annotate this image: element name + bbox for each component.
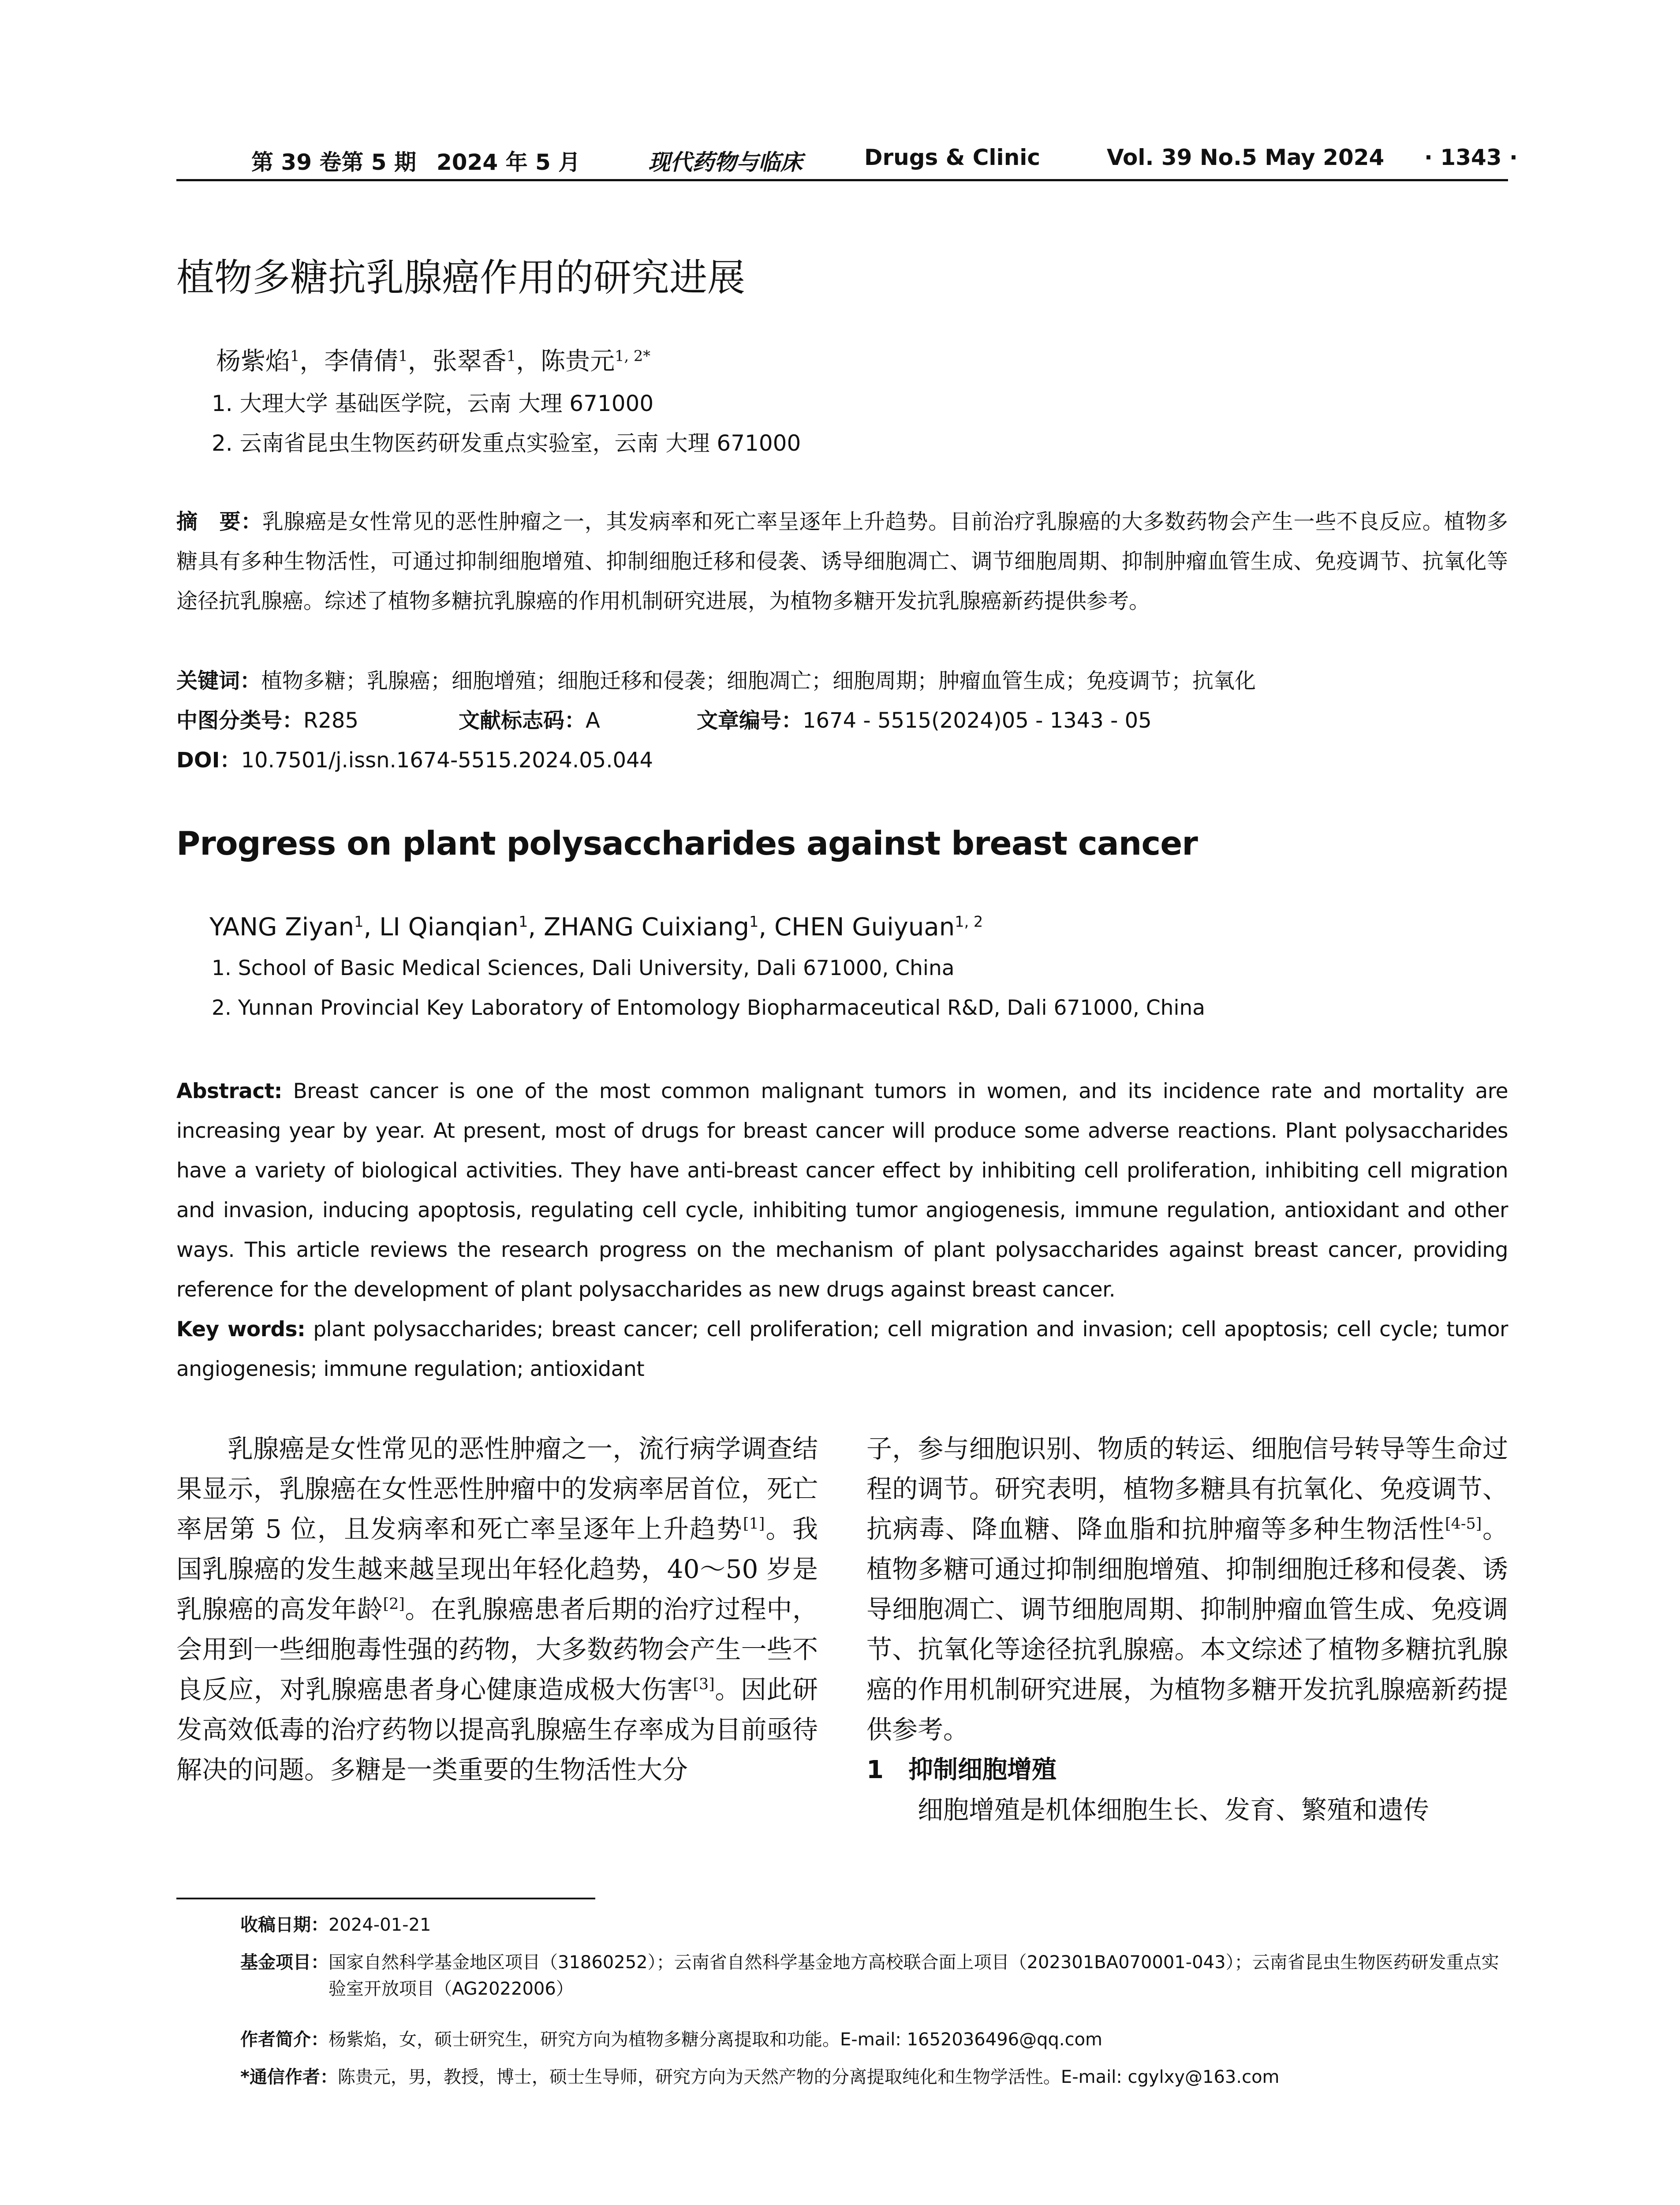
header-rule — [176, 179, 1508, 181]
body-left-column — [176, 1429, 818, 1790]
cn-author: ，陈贵元 — [516, 347, 615, 376]
cn-affiliation-2: 2. 云南省昆虫生物医药研发重点实验室，云南 大理 671000 — [212, 430, 801, 456]
body-paragraph — [176, 1429, 818, 1790]
footnote-fund — [240, 1949, 1508, 2002]
footnote-received — [240, 1912, 1508, 1938]
cn-author: ，李倩倩 — [299, 347, 399, 376]
cn-keywords-text: 植物多糖；乳腺癌；细胞增殖；细胞迁移和侵袭；细胞凋亡；细胞周期；肿瘤血管生成；免疫调节；抗氧化 — [261, 669, 1256, 693]
en-keywords-text: plant polysaccharides; breast cancer; cell proliferation; cell migration and invasion; cell apoptosis; cell cycle; tumor angiogenesis; immune regulation; antioxidant — [176, 1317, 1508, 1381]
body-text: 。我国乳腺癌的发生越来越呈现出年轻化趋势，40～50 岁是乳腺癌的高发年龄 — [176, 1514, 818, 1624]
article-label: 文章编号： — [697, 708, 803, 733]
cn-affiliation-1: 1. 大理大学 基础医学院，云南 大理 671000 — [212, 391, 654, 416]
article-value: 1674 - 5515(2024)05 - 1343 - 05 — [803, 708, 1152, 733]
en-keywords — [176, 1310, 1508, 1389]
en-author-sup: 1, 2 — [955, 913, 983, 931]
header-journal-cn: 现代药物与临床 — [648, 149, 803, 175]
cn-author-sup: 1 — [506, 347, 516, 365]
footnote-rule — [176, 1898, 595, 1899]
en-abstract-text: Breast cancer is one of the most common malignant tumors in women, and its incidence rate and mortality are increasing year by year. At present, most of drugs for breast cancer will produce some adverse reactions. Plant polysaccharides have a variety of biological activities. They have anti-breast cancer effect by inhibiting cell proliferation, inhibiting cell migration and invasion, inducing apoptosis, regulating cell cycle, inhibiting tumor angiogenesis, immune regulation, antioxidant and other ways. This article reviews the research progress on the mechanism of plant polysaccharides against breast cancer, providing reference for the development of plant polysaccharides as new drugs against breast cancer. — [176, 1079, 1508, 1302]
cn-article-number — [697, 703, 1152, 734]
en-author: , CHEN Guiyuan — [758, 913, 955, 942]
en-abstract — [176, 1072, 1508, 1310]
en-author-sup: 1 — [749, 913, 759, 931]
en-authors — [209, 913, 983, 942]
citation: [1] — [743, 1515, 765, 1533]
section-heading: 1 抑制细胞增殖 — [866, 1756, 1057, 1784]
en-abstract-label: Abstract: — [176, 1079, 282, 1103]
cn-keywords-label: 关键词： — [176, 669, 261, 693]
en-author: YANG Ziyan — [209, 913, 355, 942]
footnote-author — [240, 2026, 1508, 2053]
footnote-corresponding — [240, 2064, 1508, 2090]
doi-value: 10.7501/j.issn.1674-5515.2024.05.044 — [241, 748, 653, 773]
body-text: 子，参与细胞识别、物质的转运、细胞信号转导等生命过程的调节。研究表明，植物多糖具有抗氧化、免疫调节、抗病毒、降血糖、降血脂和抗肿瘤等多种生物活性 — [866, 1434, 1508, 1544]
cn-author: 杨紫焰 — [216, 347, 290, 376]
cn-keywords — [176, 664, 1256, 694]
cn-author: ，张翠香 — [407, 347, 507, 376]
corresponding-label: *通信作者： — [240, 2067, 338, 2087]
body-text: 。植物多糖可通过抑制细胞增殖、抑制细胞迁移和侵袭、诱导细胞凋亡、调节细胞周期、抑制肿瘤血管生成、免疫调节、抗氧化等途径抗乳腺癌。本文综述了植物多糖抗乳腺癌的作用机制研究进展，为植物多糖开发抗乳腺癌新药提供参考。 — [866, 1514, 1508, 1745]
cn-document-code — [459, 703, 600, 734]
clc-label: 中图分类号： — [176, 708, 304, 733]
en-author: , ZHANG Cuixiang — [528, 913, 750, 942]
doccode-label: 文献标志码： — [459, 708, 586, 733]
en-author: , LI Qianqian — [363, 913, 519, 942]
doi — [176, 743, 653, 774]
cn-author-sup: 1 — [290, 347, 300, 365]
body-paragraph: 细胞增殖是机体细胞生长、发育、繁殖和遗传 — [918, 1795, 1430, 1825]
cn-classification — [176, 703, 358, 734]
en-title: Progress on plant polysaccharides against breast cancer — [176, 825, 1198, 863]
body-text: 。在乳腺癌患者后期的治疗过程中，会用到一些细胞毒性强的药物，大多数药物会产生一些不良反应，对乳腺癌患者身心健康造成极大伤害 — [176, 1594, 818, 1704]
citation: [4-5] — [1445, 1515, 1482, 1533]
received-date: 2024-01-21 — [329, 1915, 431, 1935]
en-author-sup: 1 — [518, 913, 528, 931]
fund-label: 基金项目： — [240, 1952, 329, 1973]
header-volume-en: Vol. 39 No.5 May 2024 — [1107, 145, 1385, 170]
en-affiliation-1: 1. School of Basic Medical Sciences, Dali University, Dali 671000, China — [212, 956, 955, 980]
cn-title: 植物多糖抗乳腺癌作用的研究进展 — [176, 256, 745, 300]
header-page-number: · 1343 · — [1424, 145, 1518, 170]
received-label: 收稿日期： — [240, 1915, 329, 1935]
header-journal-en: Drugs & Clinic — [864, 145, 1041, 170]
corresponding-text: 陈贵元，男，教授，博士，硕士生导师，研究方向为天然产物的分离提取纯化和生物学活性。E-mail: cgylxy@163.com — [337, 2067, 1280, 2087]
cn-abstract-text: 乳腺癌是女性常见的恶性肿瘤之一，其发病率和死亡率呈逐年上升趋势。目前治疗乳腺癌的大多数药物会产生一些不良反应。植物多糖具有多种生物活性，可通过抑制细胞增殖、抑制细胞迁移和侵袭、诱导细胞凋亡、调节细胞周期、抑制肿瘤血管生成、免疫调节、抗氧化等途径抗乳腺癌。综述了植物多糖抗乳腺癌的作用机制研究进展，为植物多糖开发抗乳腺癌新药提供参考。 — [176, 509, 1508, 613]
body-right-column — [866, 1429, 1508, 1830]
cn-abstract-label: 摘 要： — [176, 509, 262, 534]
body-text: 。因此研发高效低毒的治疗药物以提高乳腺癌生存率成为目前亟待解决的问题。多糖是一类重要的生物活性大分 — [176, 1674, 818, 1785]
citation: [3] — [693, 1675, 715, 1693]
body-paragraph — [866, 1429, 1508, 1750]
fund-text: 国家自然科学基金地区项目（31860252）；云南省自然科学基金地方高校联合面上项目（202301BA070001-043）；云南省昆虫生物医药研发重点实验室开放项目（AG2022006） — [329, 1952, 1499, 1999]
en-affiliation-2: 2. Yunnan Provincial Key Laboratory of Entomology Biopharmaceutical R&D, Dali 671000, China — [212, 996, 1206, 1020]
en-keywords-label: Key words: — [176, 1317, 306, 1342]
running-header — [176, 140, 1518, 184]
header-volume-cn: 第 39 卷第 5 期 — [251, 149, 416, 175]
clc-value: R285 — [303, 708, 358, 733]
cn-author-sup: 1, 2* — [615, 347, 650, 365]
body-text: 乳腺癌是女性常见的恶性肿瘤之一，流行病学调查结果显示，乳腺癌在女性恶性肿瘤中的发病率居首位，死亡率居第 5 位，且发病率和死亡率呈逐年上升趋势 — [176, 1434, 818, 1544]
header-date-cn: 2024 年 5 月 — [437, 149, 581, 175]
en-author-sup: 1 — [354, 913, 364, 931]
doi-label: DOI： — [176, 748, 241, 773]
cn-author-sup: 1 — [398, 347, 408, 365]
cn-abstract — [176, 502, 1508, 621]
author-bio-text: 杨紫焰，女，硕士研究生，研究方向为植物多糖分离提取和功能。E-mail: 1652036496@qq.com — [329, 2029, 1103, 2050]
citation: [2] — [383, 1595, 405, 1613]
author-bio-label: 作者简介： — [240, 2029, 329, 2050]
cn-authors — [216, 342, 650, 377]
doccode-value: A — [586, 708, 600, 733]
